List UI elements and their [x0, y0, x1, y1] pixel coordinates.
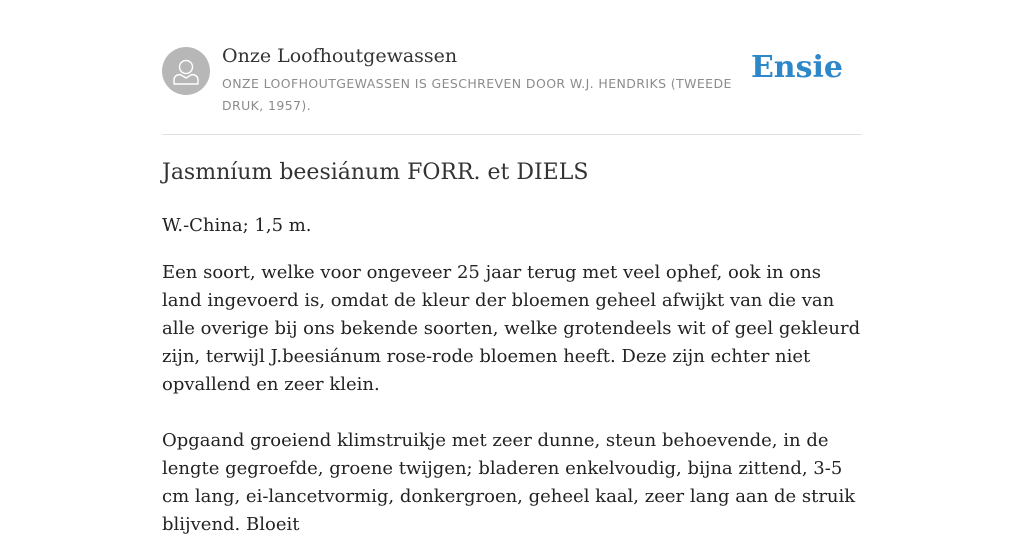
entry-title: Jasmníum beesiánum FORR. et DIELS	[162, 160, 589, 185]
book-title[interactable]: Onze Loofhoutgewassen	[222, 45, 458, 67]
book-header	[162, 0, 862, 135]
brand-logo[interactable]: Ensie	[750, 50, 843, 85]
entry-paragraph: Een soort, welke voor ongeveer 25 jaar terug met veel ophef, ook in ons land ingevoerd is, omdat de kleur der bloemen geheel afwijkt van die van alle overige bij ons bekende soorten, welke grotendeels wit of geel gekleurd zijn, terwijl J.beesiánum rose-rode bloemen heeft. Deze zijn echter niet opvallend en zeer klein.	[162, 262, 861, 395]
book-description: ONZE LOOFHOUTGEWASSEN IS GESCHREVEN DOOR W.J. HENDRIKS (TWEEDE DRUK, 1957).	[222, 76, 732, 113]
page-container	[162, 0, 862, 535]
user-icon[interactable]	[162, 47, 210, 95]
entry-origin: W.-China; 1,5 m.	[162, 215, 312, 236]
entry-paragraph: Opgaand groeiend klimstruikje met zeer dunne, steun behoevende, in de lengte gegroefde, groene twijgen; bladeren enkelvoudig, bijna zittend, 3-5 cm lang, ei-lancetvormig, donkergroen, geheel kaal, zeer lang aan de struik blijvend. Bloeit	[162, 430, 856, 535]
user-icon-graphic	[162, 47, 210, 95]
